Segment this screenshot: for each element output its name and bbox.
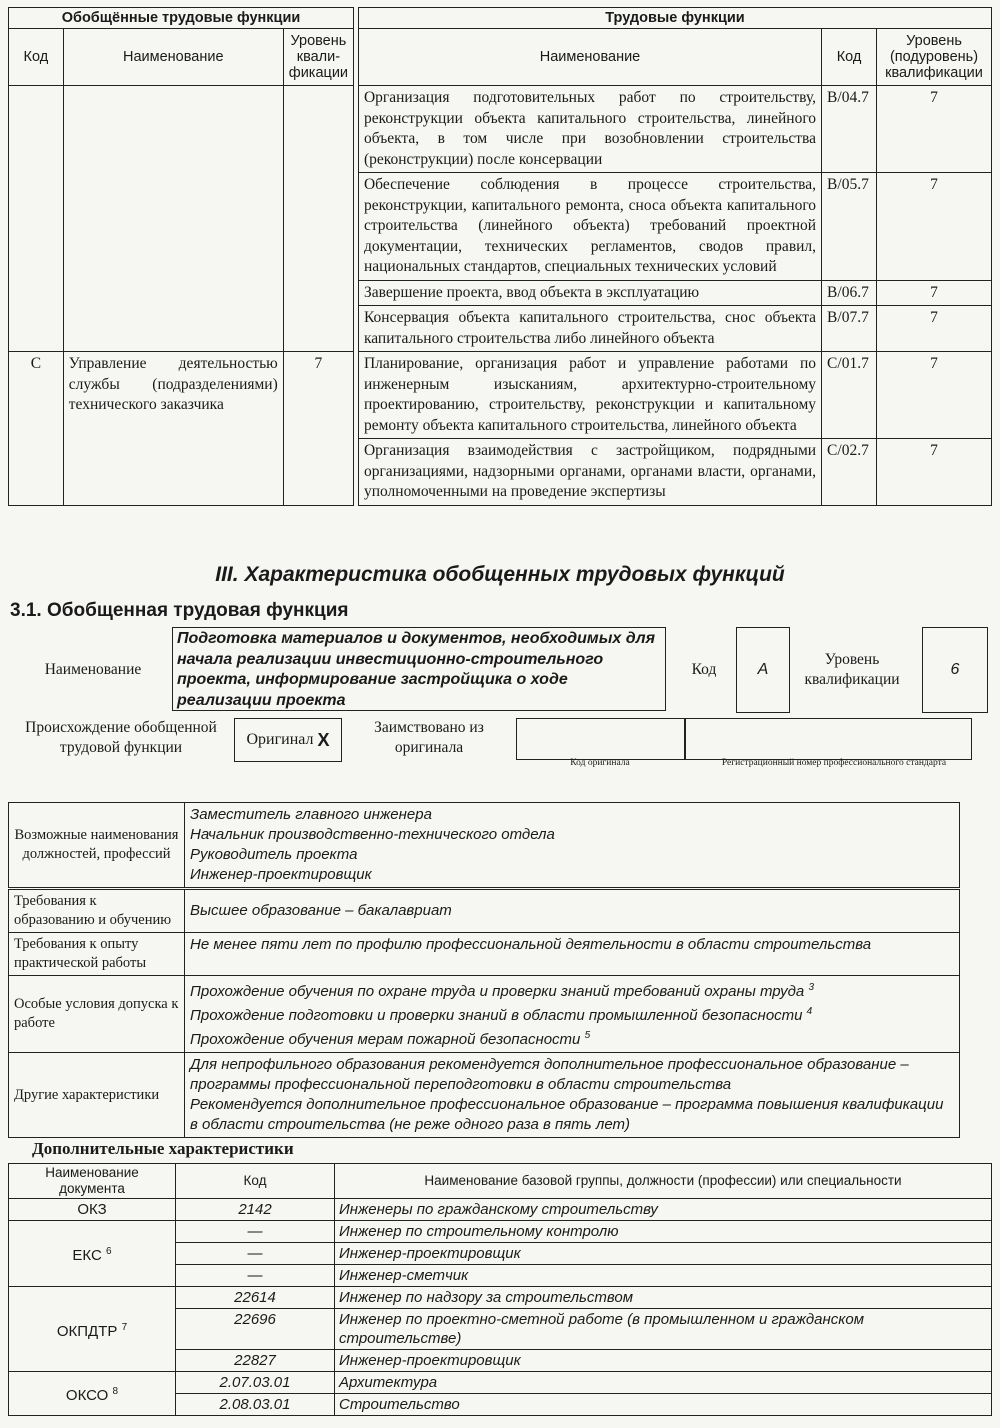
function-name: Обеспечение соблюдения в процессе строительства, реконструкции, капитального ремонта, сноса объекта капитального строительства (линейного объекта) требований проектной документации, технических регламентов, сводов правил, национальных стандартов, специальных технических условий (358, 173, 821, 281)
header-level: Уровень квали-фикации (283, 29, 353, 86)
doc-okpdtr: ОКПДТР $^7$ (9, 1287, 176, 1372)
doc-okz: ОКЗ (9, 1199, 176, 1221)
code-cell: 2.08.03.01 (176, 1394, 335, 1416)
admission-item: Прохождение обучения мерам пожарной безопасности $^5$ (190, 1030, 591, 1048)
function-level: 7 (877, 439, 992, 506)
code-cell: — (176, 1221, 335, 1243)
code-cell: 2142 (176, 1199, 335, 1221)
function-code: B/06.7 (822, 280, 877, 306)
registration-number-box[interactable] (684, 718, 972, 760)
name-cell: Инженер-сметчик (335, 1265, 992, 1287)
function-level: 7 (877, 306, 992, 352)
header-name: Наименование (63, 29, 283, 86)
other-item: Для непрофильного образования рекомендуется дополнительное профессиональное образование – программы профессиональной переподготовки в области строительства (190, 1056, 909, 1093)
function-name: Планирование, организация работ и управление работами по инженерным изысканиям, архитектурно-строительному проектированию, строительству, реконструкции и капитальному ремонту объекта капитального строительства, линейного объекта (358, 352, 821, 439)
borrowed-label: Заимствовано из оригинала (374, 719, 484, 756)
code-cell: — (176, 1243, 335, 1265)
footnote-ref: 6 (106, 1246, 112, 1257)
origin-label: Происхождение обобщенной трудовой функции (25, 719, 217, 756)
position-item: Инженер-проектировщик (190, 866, 372, 883)
name-cell: Инженер-проектировщик (335, 1350, 992, 1372)
otf-level-value: 6 (922, 627, 988, 713)
group-code: C (9, 352, 64, 506)
code-cell: — (176, 1265, 335, 1287)
header-function-name: Наименование (358, 29, 821, 86)
original-code-box[interactable] (516, 718, 686, 760)
experience-label: Требования к опыту практической работы (9, 933, 185, 976)
function-name: Завершение проекта, ввод объекта в эксплуатацию (358, 280, 821, 306)
additional-title: Дополнительные характеристики (32, 1139, 294, 1158)
function-level: 7 (877, 86, 992, 173)
function-name: Организация подготовительных работ по строительству, реконструкции объекта капитального строительства, линейного объекта, в том числе при возобновлении строительства (реконструкции) после консервации (358, 86, 821, 173)
other-label: Другие характеристики (9, 1053, 185, 1138)
function-level: 7 (877, 280, 992, 306)
group-level: 7 (283, 352, 353, 506)
original-box[interactable] (234, 718, 342, 762)
doc-eks: ЕКС $^6$ (9, 1221, 176, 1287)
function-code: C/01.7 (822, 352, 877, 439)
education-value: Высшее образование – бакалавриат (185, 890, 960, 933)
level-label: Уровень квалификации (804, 651, 900, 688)
group-name: Управление деятельностью службы (подразделениями) технического заказчика (63, 352, 283, 506)
education-label: Требования к образованию и обучению (9, 890, 185, 933)
footnote-ref: 4 (806, 1006, 813, 1017)
admission-label: Особые условия допуска к работе (9, 976, 185, 1053)
header-code: Код (9, 29, 64, 86)
name-cell: Инженер по строительному контролю (335, 1221, 992, 1243)
header-functions: Трудовые функции (358, 8, 991, 29)
subsection-title: 3.1. Обобщенная трудовая функция (10, 600, 349, 621)
other-item: Рекомендуется дополнительное профессиональное образование – программа повышения квалификации в области строительства (не реже одного раза в пять лет) (190, 1096, 944, 1133)
name-cell: Инженер-проектировщик (335, 1243, 992, 1265)
otf-name-value: Подготовка материалов и документов, необходимых для начала реализации инвестиционно-строительного проекта, информирование застройщика о ходе реализации проекта (172, 627, 666, 711)
header-function-code: Код (822, 29, 877, 86)
positions-table (8, 802, 960, 888)
header-group-name: Наименование базовой группы, должности (профессии) или специальности (335, 1164, 992, 1199)
header-doc: Наименование документа (9, 1164, 176, 1199)
function-code: B/04.7 (822, 86, 877, 173)
position-item: Заместитель главного инженера (190, 806, 432, 823)
code-cell: 22827 (176, 1350, 335, 1372)
name-cell: Инженер по проектно-сметной работе (в промышленном и гражданском строительстве) (335, 1309, 992, 1350)
code-label: Код (691, 661, 717, 678)
original-checkmark: X (317, 729, 330, 750)
code-cell: 22696 (176, 1309, 335, 1350)
footnote-ref: 8 (112, 1386, 119, 1397)
name-cell: Строительство (335, 1394, 992, 1416)
function-code: C/02.7 (822, 439, 877, 506)
name-cell: Архитектура (335, 1372, 992, 1394)
labor-functions-table (8, 7, 992, 506)
registration-caption: Регистрационный номер профессионального стандарта (721, 758, 947, 768)
original-label: Оригинал (246, 731, 314, 748)
position-item: Начальник производственно-технического отдела (190, 826, 555, 843)
positions-label: Возможные наименования должностей, профессий (9, 803, 185, 888)
name-cell: Инженеры по гражданскому строительству (335, 1199, 992, 1221)
header-code: Код (176, 1164, 335, 1199)
original-code-caption: Код оригинала (570, 758, 630, 768)
name-cell: Инженер по надзору за строительством (335, 1287, 992, 1309)
section-title: III. Характеристика обобщенных трудовых функций (215, 563, 785, 586)
admission-item: Прохождение подготовки и проверки знаний в области промышленной безопасности $^4$ (190, 1006, 813, 1024)
requirements-table (8, 889, 960, 1138)
header-generalized: Обобщённые трудовые функции (9, 8, 354, 29)
header-sublevel: Уровень (подуровень) квалификации (877, 29, 992, 86)
function-code: B/05.7 (822, 173, 877, 281)
code-cell: 2.07.03.01 (176, 1372, 335, 1394)
footnote-ref: 3 (808, 982, 814, 993)
doc-okso: ОКСО $^8$ (9, 1372, 176, 1416)
function-level: 7 (877, 352, 992, 439)
function-name: Организация взаимодействия с застройщиком, подрядными организациями, надзорными органами, органами власти, органами, уполномоченными на проведение экспертизы (358, 439, 821, 506)
experience-value: Не менее пяти лет по профилю профессиональной деятельности в области строительства (185, 933, 960, 976)
function-level: 7 (877, 173, 992, 281)
additional-table (8, 1163, 992, 1416)
function-code: B/07.7 (822, 306, 877, 352)
name-label: Наименование (44, 661, 142, 678)
otf-code-value: А (736, 627, 790, 713)
footnote-ref: 7 (121, 1321, 128, 1333)
footnote-ref: 5 (584, 1030, 591, 1041)
code-cell: 22614 (176, 1287, 335, 1309)
function-name: Консервация объекта капитального строительства, снос объекта капитального строительства либо линейного объекта (358, 306, 821, 352)
position-item: Руководитель проекта (190, 846, 358, 863)
admission-item: Прохождение обучения по охране труда и проверки знаний требований охраны труда $^3$ (190, 982, 814, 1000)
